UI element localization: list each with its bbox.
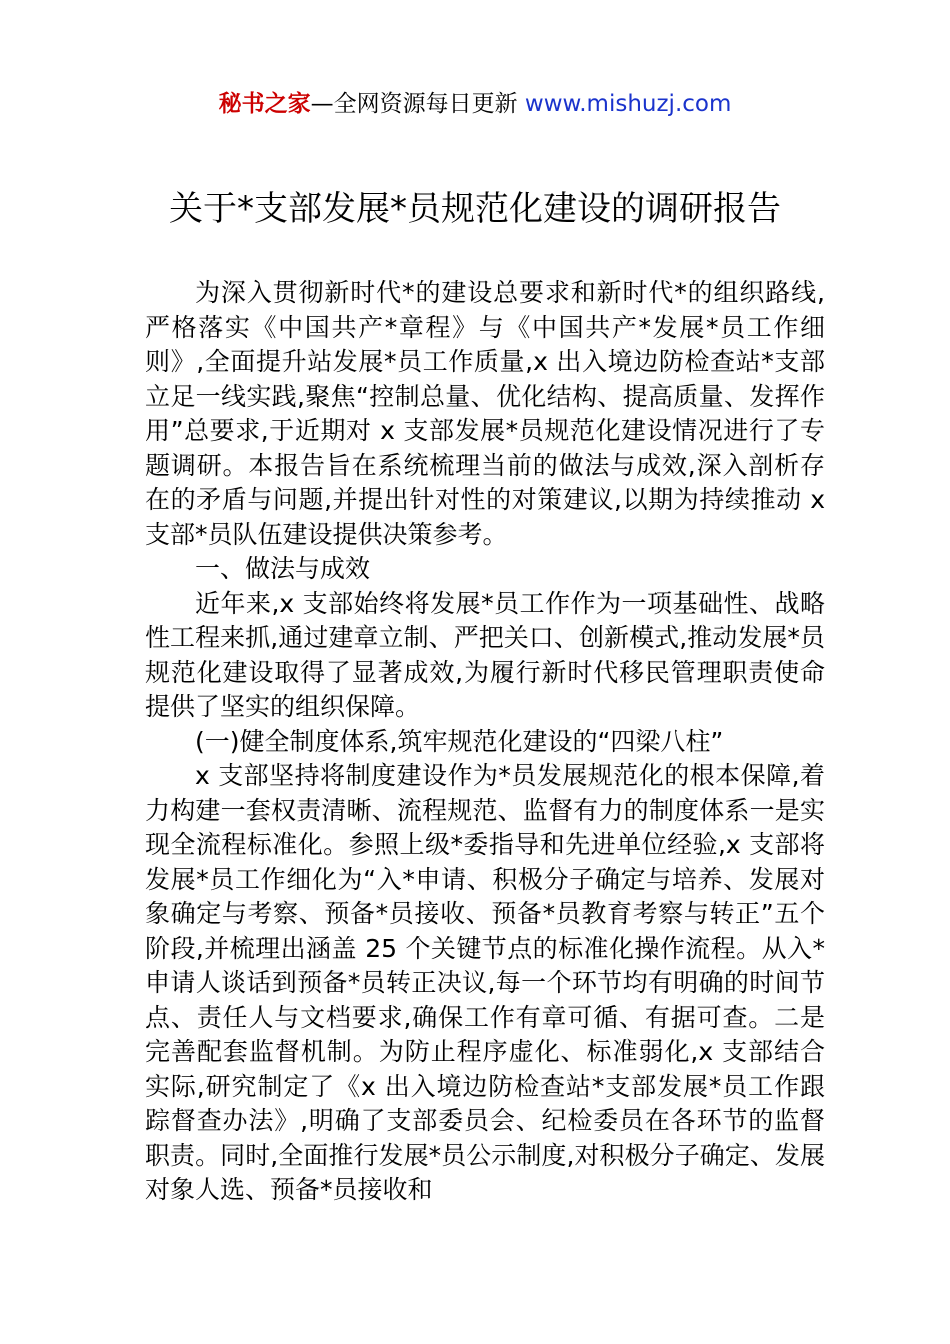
subsection-paragraph: x 支部坚持将制度建设作为*员发展规范化的根本保障,着力构建一套权责清晰、流程规范、监督有力的制度体系一是实现全流程标准化。参照上级*委指导和先进单位经验,x 支部将发展*员工作细化为“入*申请、积极分子确定与培养、发展对象确定与考察、预备*员接收、预备*员教育考察与转正”五个阶段,并梳理出涵盖 25 个关键节点的标准化操作流程。从入*申请人谈话到预备*员转正决议,每一个环节均有明确的时间节点、责任人与文档要求,确保工作有章可循、有据可查。二是完善配套监督机制。为防止程序虚化、标准弱化,x 支部结合实际,研究制定了《x 出入境边防检查站*支部发展*员工作跟踪督查办法》,明确了支部委员会、纪检委员在各环节的监督职责。同时,全面推行发展*员公示制度,对积极分子确定、发展对象人选、预备*员接收和	[145, 761, 825, 1204]
site-tagline: —全网资源每日更新	[310, 91, 525, 117]
section-paragraph: 近年来,x 支部始终将发展*员工作作为一项基础性、战略性工程来抓,通过建章立制、严把关口、创新模式,推动发展*员规范化建设取得了显著成效,为履行新时代移民管理职责使命提供了坚实的组织保障。	[145, 588, 825, 721]
site-url-link[interactable]: www.mishuzj.com	[524, 91, 732, 117]
document-body	[145, 276, 825, 1208]
section-heading: 一、做法与成效	[195, 554, 371, 583]
intro-paragraph: 为深入贯彻新时代*的建设总要求和新时代*的组织路线,严格落实《中国共产*章程》与《中国共产*发展*员工作细则》,全面提升站发展*员工作质量,x 出入境边防检查站*支部立足一线实践,聚焦“控制总量、优化结构、提高质量、发挥作用”总要求,于近期对 x 支部发展*员规范化建设情况进行了专题调研。本报告旨在系统梳理当前的做法与成效,深入剖析存在的矛盾与问题,并提出针对性的对策建议,以期为持续推动 x 支部*员队伍建设提供决策参考。	[145, 278, 825, 549]
document-title: 关于*支部发展*员规范化建设的调研报告	[169, 189, 781, 229]
site-brand: 秘书之家	[218, 91, 311, 117]
site-header	[0, 88, 950, 120]
subsection-heading: (一)健全制度体系,筑牢规范化建设的“四梁八柱”	[195, 726, 724, 756]
